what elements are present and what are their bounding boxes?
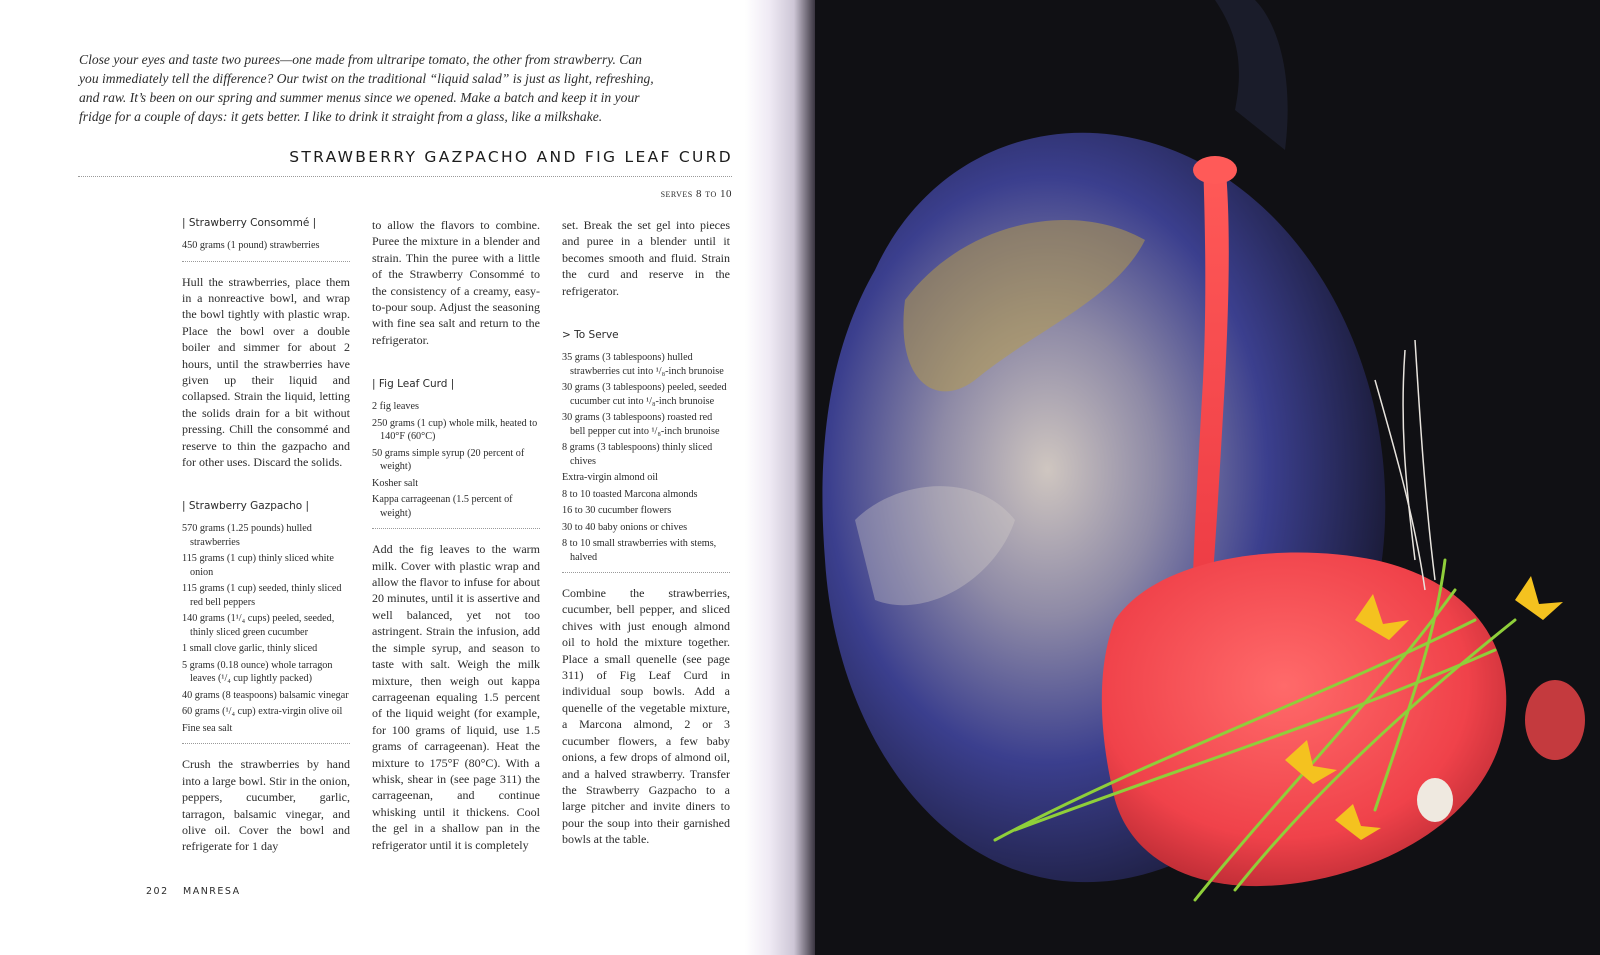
curd-method-continued: set. Break the set gel into pieces and puree in a blender until it becomes smooth and fluid. Strain the curd and reserve in the refrigerator. xyxy=(562,218,730,298)
right-page xyxy=(815,0,1600,955)
consomme-ingredient-list xyxy=(182,239,350,253)
intro-paragraph: Close your eyes and taste two purees—one made from ultraripe tomato, the other from strawberry. Can you immediately tell the difference? Our twist on the traditional “liquid salad” is just as light, refreshing, and raw. It’s been on our spring and summer menus since we opened. Make a batch and keep it in your fridge for a couple of days: it gets better. I like to drink it straight from a glass, like a milkshake. xyxy=(79,52,654,124)
left-page xyxy=(0,0,790,955)
section-divider xyxy=(372,528,540,529)
ingredient-item: Fine sea salt xyxy=(182,722,233,734)
gazpacho-method-continued: to allow the flavors to combine. Puree the mixture in a blender and strain. Thin the puree with a little of the Strawberry Consommé to the consistency of a creamy, easy-to-pour soup. Adjust the seasoning with fine sea salt and return to the refrigerator. xyxy=(372,218,540,347)
page-number: 202 xyxy=(146,886,169,897)
gazpacho-ingredient-list xyxy=(182,522,350,735)
ingredient-item: 40 grams (8 teaspoons) balsamic vinegar xyxy=(182,689,349,701)
pour-lip xyxy=(1193,156,1237,184)
ingredient-item: 60 grams (¹/₄ cup) extra-virgin olive oil xyxy=(182,706,343,718)
strawberry-garnish xyxy=(1525,680,1585,760)
gazpacho-photo xyxy=(815,0,1600,955)
title-divider xyxy=(78,176,732,177)
ingredient-item: 30 grams (3 tablespoons) peeled, seeded cucumber cut into ¹/₈-inch brunoise xyxy=(562,382,727,407)
consomme-heading: | Strawberry Consommé | xyxy=(182,217,317,229)
running-footer: MANRESA xyxy=(183,886,241,897)
ingredient-item: Kappa carrageenan (1.5 percent of weight) xyxy=(372,494,513,519)
gazpacho-heading: | Strawberry Gazpacho | xyxy=(182,500,310,513)
ingredient-item: 250 grams (1 cup) whole milk, heated to 140°F (60°C) xyxy=(372,417,538,443)
consomme-method: Hull the strawberries, place them in a nonreactive bowl, and wrap the bowl tightly with plastic wrap. Place the bowl over a double boiler and simmer for about 2 hours, until the strawberries have given up their liquid and collapsed. Strain the liquid, letting the solids drain for a bit without pressing. Chill the consommé and reserve to thin the gazpacho and for other uses. Discard the solids. xyxy=(182,274,350,469)
fig-leaf-curd-quenelle xyxy=(1417,778,1453,822)
ingredient-item: 2 fig leaves xyxy=(372,401,419,413)
ingredient-item: 140 grams (1¹/₄ cups) peeled, seeded, thinly sliced green cucumber xyxy=(182,613,335,638)
ingredient-item: 16 to 30 cucumber flowers xyxy=(562,505,672,517)
ingredient-item: 5 grams (0.18 ounce) whole tarragon leaves (¹/₄ cup lightly packed) xyxy=(182,659,333,685)
ingredient-item: 30 grams (3 tablespoons) roasted red bell pepper cut into ¹/₈-inch brunoise xyxy=(562,412,720,437)
ingredient-item: Kosher salt xyxy=(372,477,419,489)
recipe-title: STRAWBERRY GAZPACHO AND FIG LEAF CURD xyxy=(289,148,733,166)
ingredient-item: 8 grams (3 tablespoons) thinly sliced chives xyxy=(562,442,713,467)
section-divider xyxy=(562,572,730,573)
section-divider xyxy=(182,743,350,744)
ingredient-item: 30 to 40 baby onions or chives xyxy=(562,521,688,533)
ingredient-item: 8 to 10 toasted Marcona almonds xyxy=(562,488,698,500)
ingredient-item: 35 grams (3 tablespoons) hulled strawberries cut into ¹/₈-inch brunoise xyxy=(562,352,724,377)
ingredient-item: 115 grams (1 cup) thinly sliced white onion xyxy=(182,553,334,578)
ingredient-item: 50 grams simple syrup (20 percent of weight) xyxy=(372,447,525,473)
curd-method: Add the fig leaves to the warm milk. Cover with plastic wrap and allow the flavor to infuse for about 20 minutes, until it is assertive and well balanced, yet not too astringent. Strain the infusion, add the simple syrup, and season to taste with salt. Weigh the milk mixture, then weigh out kappa carrageenan equaling 1.5 percent of the liquid weight (for example, for 100 grams of liquid, use 1.5 grams of carrageenan). Heat the mixture to 175°F (80°C). With a whisk, shear in (see page 311) the carrageenan, and continue whisking until it thickens. Cool the gel in a shallow pan in the refrigerator until it is completely xyxy=(372,542,540,852)
ingredient-item: 450 grams (1 pound) strawberries xyxy=(182,240,320,251)
ingredient-item: 570 grams (1.25 pounds) hulled strawberries xyxy=(182,523,312,548)
book-gutter xyxy=(745,0,815,955)
ingredient-item: 1 small clove garlic, thinly sliced xyxy=(182,643,318,655)
ingredient-item: Extra-virgin almond oil xyxy=(562,472,659,484)
recipe-column-2 xyxy=(372,217,540,883)
to-serve-heading: > To Serve xyxy=(562,329,619,342)
ingredient-item: 115 grams (1 cup) seeded, thinly sliced red bell peppers xyxy=(182,583,342,608)
serves-label: serves 8 to 10 xyxy=(660,188,732,200)
recipe-column-1 xyxy=(182,217,350,885)
recipe-column-3 xyxy=(562,217,730,878)
serve-method: Combine the strawberries, cucumber, bell pepper, and sliced chives with just enough almond oil to hold the mixture together. Place a small quenelle (see page 311) of Fig Leaf Curd in individual soup bowls. Add a quenelle of the vegetable mixture, a Marcona almond, 2 or 3 cucumber flowers, a few baby onions, a few drops of almond oil, and a halved strawberry. Transfer the Strawberry Gazpacho to a large pitcher and invite diners to pour the soup into their garnished bowls at the table. xyxy=(562,586,730,847)
curd-ingredient-list xyxy=(372,400,540,520)
ingredient-item: 8 to 10 small strawberries with stems, halved xyxy=(562,538,717,563)
serve-ingredient-list xyxy=(562,351,730,564)
fig-leaf-curd-heading: | Fig Leaf Curd | xyxy=(372,378,455,391)
section-divider xyxy=(182,261,350,262)
gazpacho-method: Crush the strawberries by hand into a large bowl. Stir in the onion, peppers, cucumber, garlic, tarragon, balsamic vinegar, and olive oil. Cover the bowl and refrigerate for 1 day xyxy=(182,757,350,854)
